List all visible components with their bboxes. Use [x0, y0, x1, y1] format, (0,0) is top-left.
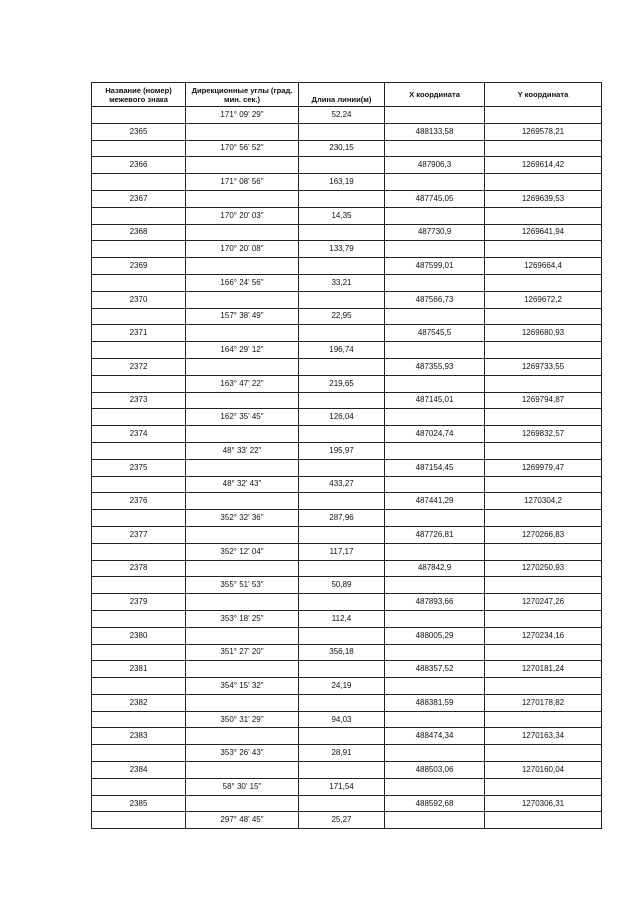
y-coordinate-cell: 1270181,24 — [485, 661, 602, 678]
x-coordinate-cell — [385, 644, 485, 661]
point-name-cell — [92, 778, 186, 795]
y-coordinate-cell: 1270306,31 — [485, 795, 602, 812]
segment-row — [92, 342, 602, 359]
y-coordinate-cell: 1270163,34 — [485, 728, 602, 745]
segment-row — [92, 711, 602, 728]
y-coordinate-cell — [485, 711, 602, 728]
directional-angle-cell — [186, 258, 299, 275]
y-coordinate-cell — [485, 778, 602, 795]
directional-angle-cell: 58° 30' 15" — [186, 778, 299, 795]
point-name-cell: 2381 — [92, 661, 186, 678]
segment-row — [92, 812, 602, 829]
line-length-cell: 433,27 — [299, 476, 385, 493]
y-coordinate-cell: 1269639,53 — [485, 190, 602, 207]
y-coordinate-cell: 1269680,93 — [485, 325, 602, 342]
y-coordinate-cell — [485, 442, 602, 459]
point-row — [92, 493, 602, 510]
y-coordinate-cell: 1270250,93 — [485, 560, 602, 577]
point-row — [92, 459, 602, 476]
point-row — [92, 190, 602, 207]
point-row — [92, 526, 602, 543]
line-length-cell — [299, 795, 385, 812]
x-coordinate-cell — [385, 577, 485, 594]
y-coordinate-cell: 1269979,47 — [485, 459, 602, 476]
line-length-cell: 24,19 — [299, 678, 385, 695]
line-length-cell — [299, 291, 385, 308]
point-name-cell — [92, 812, 186, 829]
y-coordinate-cell — [485, 577, 602, 594]
point-name-cell: 2365 — [92, 123, 186, 140]
y-coordinate-cell — [485, 174, 602, 191]
line-length-cell: 230,15 — [299, 140, 385, 157]
x-coordinate-cell — [385, 610, 485, 627]
point-name-cell: 2373 — [92, 392, 186, 409]
y-coordinate-cell: 1269641,94 — [485, 224, 602, 241]
point-row — [92, 795, 602, 812]
line-length-cell: 14,35 — [299, 207, 385, 224]
point-row — [92, 594, 602, 611]
x-coordinate-cell — [385, 409, 485, 426]
header-y-coordinate: Y координата — [485, 83, 602, 107]
y-coordinate-cell — [485, 476, 602, 493]
segment-row — [92, 241, 602, 258]
point-name-cell: 2384 — [92, 762, 186, 779]
point-name-cell — [92, 409, 186, 426]
point-name-cell: 2378 — [92, 560, 186, 577]
point-name-cell: 2367 — [92, 190, 186, 207]
y-coordinate-cell: 1270304,2 — [485, 493, 602, 510]
y-coordinate-cell — [485, 678, 602, 695]
line-length-cell: 126,04 — [299, 409, 385, 426]
directional-angle-cell — [186, 123, 299, 140]
point-name-cell: 2374 — [92, 426, 186, 443]
point-name-cell: 2368 — [92, 224, 186, 241]
y-coordinate-cell — [485, 241, 602, 258]
point-row — [92, 560, 602, 577]
line-length-cell — [299, 560, 385, 577]
point-name-cell — [92, 644, 186, 661]
point-name-cell — [92, 241, 186, 258]
directional-angle-cell — [186, 560, 299, 577]
point-row — [92, 661, 602, 678]
y-coordinate-cell: 1270247,26 — [485, 594, 602, 611]
segment-row — [92, 174, 602, 191]
y-coordinate-cell: 1269672,2 — [485, 291, 602, 308]
point-name-cell: 2376 — [92, 493, 186, 510]
point-name-cell — [92, 711, 186, 728]
directional-angle-cell: 352° 12' 04" — [186, 543, 299, 560]
segment-row — [92, 610, 602, 627]
y-coordinate-cell — [485, 644, 602, 661]
y-coordinate-cell: 1269578,21 — [485, 123, 602, 140]
directional-angle-cell: 48° 33' 22" — [186, 442, 299, 459]
x-coordinate-cell: 487024,74 — [385, 426, 485, 443]
directional-angle-cell: 166° 24' 56" — [186, 274, 299, 291]
x-coordinate-cell — [385, 711, 485, 728]
point-name-cell: 2375 — [92, 459, 186, 476]
y-coordinate-cell: 1269733,55 — [485, 358, 602, 375]
directional-angle-cell: 171° 09' 29" — [186, 107, 299, 124]
directional-angle-cell — [186, 694, 299, 711]
directional-angle-cell — [186, 392, 299, 409]
point-name-cell: 2379 — [92, 594, 186, 611]
y-coordinate-cell — [485, 207, 602, 224]
directional-angle-cell: 162° 35' 45" — [186, 409, 299, 426]
x-coordinate-cell — [385, 107, 485, 124]
point-name-cell — [92, 174, 186, 191]
x-coordinate-cell — [385, 207, 485, 224]
line-length-cell — [299, 157, 385, 174]
segment-row — [92, 107, 602, 124]
x-coordinate-cell: 488474,34 — [385, 728, 485, 745]
point-name-cell — [92, 342, 186, 359]
x-coordinate-cell — [385, 476, 485, 493]
segment-row — [92, 274, 602, 291]
point-name-cell — [92, 476, 186, 493]
line-length-cell — [299, 392, 385, 409]
directional-angle-cell: 48° 32' 43" — [186, 476, 299, 493]
point-name-cell — [92, 678, 186, 695]
x-coordinate-cell: 487599,01 — [385, 258, 485, 275]
directional-angle-cell: 352° 32' 36" — [186, 510, 299, 527]
directional-angle-cell — [186, 224, 299, 241]
directional-angle-cell: 353° 26' 43" — [186, 745, 299, 762]
directional-angle-cell — [186, 594, 299, 611]
y-coordinate-cell: 1269794,87 — [485, 392, 602, 409]
point-name-cell — [92, 577, 186, 594]
segment-row — [92, 476, 602, 493]
y-coordinate-cell — [485, 342, 602, 359]
line-length-cell: 28,91 — [299, 745, 385, 762]
line-length-cell: 163,19 — [299, 174, 385, 191]
point-name-cell: 2372 — [92, 358, 186, 375]
line-length-cell: 22,95 — [299, 308, 385, 325]
directional-angle-cell — [186, 627, 299, 644]
line-length-cell — [299, 258, 385, 275]
y-coordinate-cell: 1269832,57 — [485, 426, 602, 443]
point-row — [92, 627, 602, 644]
x-coordinate-cell: 487730,9 — [385, 224, 485, 241]
x-coordinate-cell: 488592,68 — [385, 795, 485, 812]
segment-row — [92, 140, 602, 157]
line-length-cell: 133,79 — [299, 241, 385, 258]
y-coordinate-cell — [485, 375, 602, 392]
point-row — [92, 325, 602, 342]
x-coordinate-cell — [385, 174, 485, 191]
y-coordinate-cell — [485, 510, 602, 527]
line-length-cell — [299, 594, 385, 611]
line-length-cell: 52,24 — [299, 107, 385, 124]
segment-row — [92, 745, 602, 762]
line-length-cell: 195,97 — [299, 442, 385, 459]
line-length-cell — [299, 661, 385, 678]
line-length-cell — [299, 224, 385, 241]
point-name-cell: 2385 — [92, 795, 186, 812]
y-coordinate-cell — [485, 107, 602, 124]
directional-angle-cell: 353° 18' 25" — [186, 610, 299, 627]
line-length-cell — [299, 123, 385, 140]
directional-angle-cell — [186, 493, 299, 510]
directional-angle-cell — [186, 358, 299, 375]
directional-angle-cell: 350° 31' 29" — [186, 711, 299, 728]
line-length-cell — [299, 694, 385, 711]
directional-angle-cell — [186, 157, 299, 174]
point-row — [92, 157, 602, 174]
segment-row — [92, 543, 602, 560]
point-name-cell — [92, 510, 186, 527]
directional-angle-cell: 170° 20' 08" — [186, 241, 299, 258]
table-body — [92, 107, 602, 829]
x-coordinate-cell: 488357,52 — [385, 661, 485, 678]
x-coordinate-cell: 487145,01 — [385, 392, 485, 409]
point-name-cell: 2371 — [92, 325, 186, 342]
boundary-coordinates-table — [91, 82, 602, 829]
point-row — [92, 224, 602, 241]
y-coordinate-cell — [485, 812, 602, 829]
y-coordinate-cell — [485, 140, 602, 157]
y-coordinate-cell — [485, 409, 602, 426]
x-coordinate-cell: 487566,73 — [385, 291, 485, 308]
point-name-cell — [92, 610, 186, 627]
y-coordinate-cell: 1269614,42 — [485, 157, 602, 174]
point-name-cell — [92, 375, 186, 392]
x-coordinate-cell: 488133,58 — [385, 123, 485, 140]
x-coordinate-cell — [385, 308, 485, 325]
point-row — [92, 258, 602, 275]
x-coordinate-cell: 488503,06 — [385, 762, 485, 779]
x-coordinate-cell — [385, 778, 485, 795]
header-directional-angles: Дирекционные углы (град. мин. сек.) — [186, 83, 299, 107]
directional-angle-cell: 163° 47' 22" — [186, 375, 299, 392]
point-row — [92, 123, 602, 140]
segment-row — [92, 442, 602, 459]
x-coordinate-cell — [385, 745, 485, 762]
point-row — [92, 291, 602, 308]
point-name-cell: 2369 — [92, 258, 186, 275]
y-coordinate-cell: 1269664,4 — [485, 258, 602, 275]
x-coordinate-cell: 487893,66 — [385, 594, 485, 611]
directional-angle-cell: 297° 48' 45" — [186, 812, 299, 829]
segment-row — [92, 510, 602, 527]
x-coordinate-cell: 487355,93 — [385, 358, 485, 375]
line-length-cell — [299, 426, 385, 443]
line-length-cell — [299, 762, 385, 779]
segment-row — [92, 409, 602, 426]
directional-angle-cell — [186, 728, 299, 745]
point-row — [92, 694, 602, 711]
directional-angle-cell — [186, 291, 299, 308]
point-name-cell: 2370 — [92, 291, 186, 308]
point-name-cell: 2377 — [92, 526, 186, 543]
line-length-cell — [299, 526, 385, 543]
point-name-cell — [92, 308, 186, 325]
directional-angle-cell: 170° 20' 03" — [186, 207, 299, 224]
directional-angle-cell: 355° 51' 53" — [186, 577, 299, 594]
x-coordinate-cell: 487842,9 — [385, 560, 485, 577]
y-coordinate-cell — [485, 610, 602, 627]
line-length-cell: 33,21 — [299, 274, 385, 291]
point-name-cell — [92, 442, 186, 459]
point-name-cell: 2382 — [92, 694, 186, 711]
line-length-cell: 112,4 — [299, 610, 385, 627]
line-length-cell: 287,96 — [299, 510, 385, 527]
point-name-cell — [92, 107, 186, 124]
line-length-cell: 25,27 — [299, 812, 385, 829]
x-coordinate-cell — [385, 274, 485, 291]
x-coordinate-cell — [385, 342, 485, 359]
header-x-coordinate: X координата — [385, 83, 485, 107]
x-coordinate-cell: 488381,59 — [385, 694, 485, 711]
segment-row — [92, 577, 602, 594]
x-coordinate-cell: 487906,3 — [385, 157, 485, 174]
x-coordinate-cell — [385, 543, 485, 560]
line-length-cell — [299, 325, 385, 342]
point-name-cell — [92, 140, 186, 157]
directional-angle-cell: 164° 29' 12" — [186, 342, 299, 359]
point-row — [92, 762, 602, 779]
point-name-cell — [92, 745, 186, 762]
point-name-cell: 2366 — [92, 157, 186, 174]
segment-row — [92, 375, 602, 392]
x-coordinate-cell — [385, 140, 485, 157]
segment-row — [92, 644, 602, 661]
line-length-cell — [299, 627, 385, 644]
y-coordinate-cell: 1270160,04 — [485, 762, 602, 779]
line-length-cell: 171,54 — [299, 778, 385, 795]
line-length-cell: 219,65 — [299, 375, 385, 392]
segment-row — [92, 678, 602, 695]
x-coordinate-cell: 488005,29 — [385, 627, 485, 644]
x-coordinate-cell: 487726,81 — [385, 526, 485, 543]
header-line-length: Длина линии(м) — [299, 83, 385, 107]
line-length-cell — [299, 358, 385, 375]
point-row — [92, 426, 602, 443]
y-coordinate-cell — [485, 745, 602, 762]
segment-row — [92, 308, 602, 325]
y-coordinate-cell: 1270266,83 — [485, 526, 602, 543]
line-length-cell: 117,17 — [299, 543, 385, 560]
segment-row — [92, 778, 602, 795]
directional-angle-cell: 351° 27' 20" — [186, 644, 299, 661]
directional-angle-cell — [186, 459, 299, 476]
segment-row — [92, 207, 602, 224]
directional-angle-cell — [186, 325, 299, 342]
directional-angle-cell — [186, 426, 299, 443]
header-row — [92, 83, 602, 107]
directional-angle-cell — [186, 795, 299, 812]
x-coordinate-cell: 487154,45 — [385, 459, 485, 476]
x-coordinate-cell: 487745,05 — [385, 190, 485, 207]
point-name-cell — [92, 274, 186, 291]
point-name-cell — [92, 207, 186, 224]
line-length-cell — [299, 459, 385, 476]
line-length-cell — [299, 728, 385, 745]
point-name-cell: 2380 — [92, 627, 186, 644]
x-coordinate-cell — [385, 510, 485, 527]
x-coordinate-cell — [385, 375, 485, 392]
line-length-cell: 50,89 — [299, 577, 385, 594]
directional-angle-cell: 354° 15' 32" — [186, 678, 299, 695]
line-length-cell: 196,74 — [299, 342, 385, 359]
point-row — [92, 728, 602, 745]
directional-angle-cell — [186, 526, 299, 543]
x-coordinate-cell: 487441,29 — [385, 493, 485, 510]
y-coordinate-cell — [485, 274, 602, 291]
line-length-cell: 356,18 — [299, 644, 385, 661]
y-coordinate-cell — [485, 308, 602, 325]
x-coordinate-cell — [385, 241, 485, 258]
y-coordinate-cell: 1270178,82 — [485, 694, 602, 711]
y-coordinate-cell: 1270234,16 — [485, 627, 602, 644]
directional-angle-cell — [186, 661, 299, 678]
point-name-cell: 2383 — [92, 728, 186, 745]
line-length-cell — [299, 190, 385, 207]
directional-angle-cell: 171° 08' 56" — [186, 174, 299, 191]
point-row — [92, 392, 602, 409]
point-row — [92, 358, 602, 375]
header-point-name: Название (номер) межевого знака — [92, 83, 186, 107]
directional-angle-cell: 170° 56' 52" — [186, 140, 299, 157]
x-coordinate-cell: 487545,5 — [385, 325, 485, 342]
x-coordinate-cell — [385, 678, 485, 695]
line-length-cell — [299, 493, 385, 510]
x-coordinate-cell — [385, 442, 485, 459]
directional-angle-cell: 157° 38' 49" — [186, 308, 299, 325]
line-length-cell: 94,03 — [299, 711, 385, 728]
x-coordinate-cell — [385, 812, 485, 829]
y-coordinate-cell — [485, 543, 602, 560]
directional-angle-cell — [186, 762, 299, 779]
directional-angle-cell — [186, 190, 299, 207]
point-name-cell — [92, 543, 186, 560]
